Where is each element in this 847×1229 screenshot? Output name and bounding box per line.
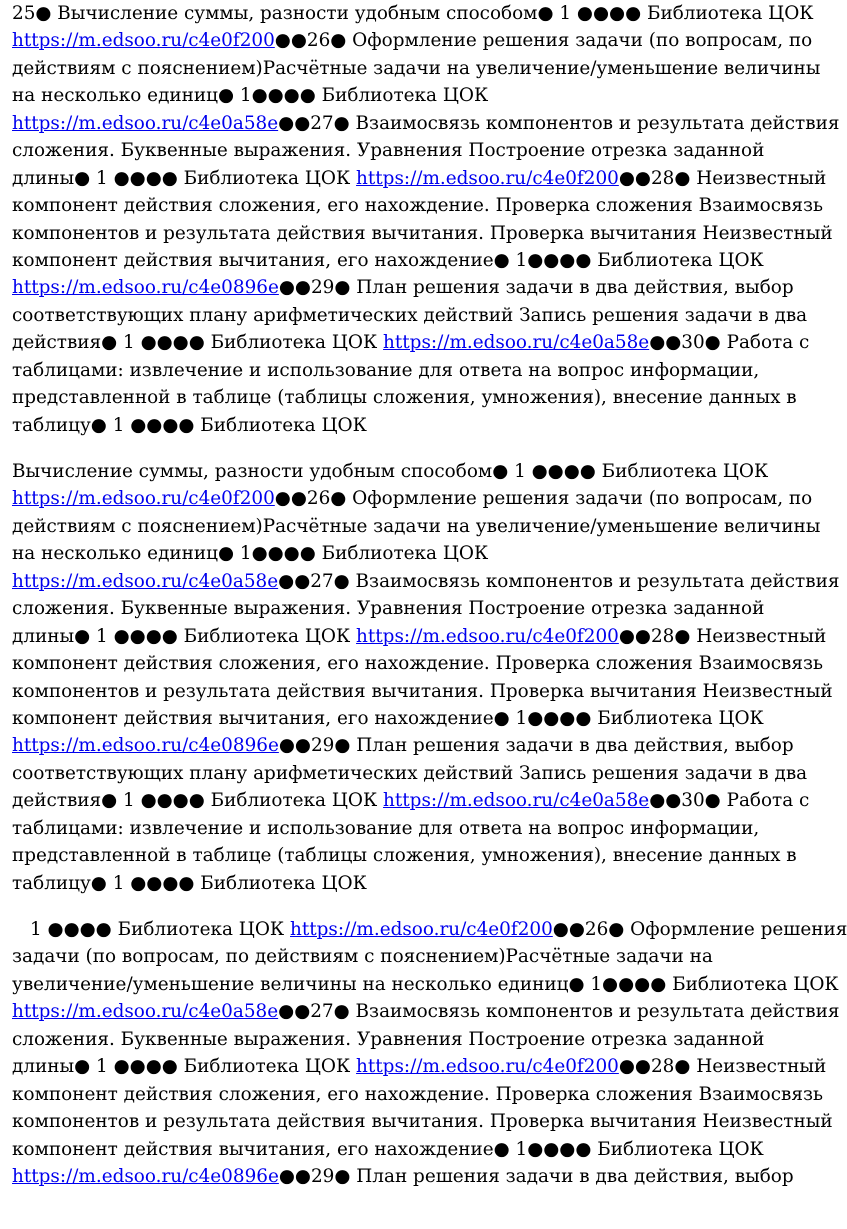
- library-link[interactable]: https://m.edsoo.ru/c4e0f200: [356, 1056, 619, 1078]
- line-text: длины● 1 ●●●● Библиотека ЦОК: [12, 1056, 357, 1078]
- line-text: ●●29● План решения задачи в два действия, выбор: [278, 1165, 794, 1187]
- text-line: компонент действия сложения, его нахождение. Проверка сложения Взаимосвязь: [12, 1083, 824, 1105]
- text-line: [12, 623, 827, 650]
- text-line: представленной в таблице (таблицы сложения, умножения), внесение данных в: [12, 845, 797, 867]
- text-line: [12, 110, 840, 137]
- text-line: таблицу● 1 ●●●● Библиотека ЦОК: [12, 414, 367, 436]
- text-line: таблицами: извлечение и использование для ответа на вопрос информации,: [12, 359, 760, 381]
- line-text: ●●27● Взаимосвязь компонентов и результата действия: [278, 570, 840, 592]
- paragraph-gap: [12, 439, 808, 458]
- line-text: длины● 1 ●●●● Библиотека ЦОК: [12, 167, 357, 189]
- text-line: [12, 732, 808, 759]
- line-text: ●●28● Неизвестный: [618, 167, 827, 189]
- text-line: представленной в таблице (таблицы сложения, умножения), внесение данных в: [12, 387, 797, 409]
- text-line: действиям с пояснением)Расчётные задачи на увеличение/уменьшение величины: [12, 57, 821, 79]
- text-line: компонент действия вычитания, его нахождение● 1●●●● Библиотека ЦОК: [12, 707, 764, 729]
- text-line: [12, 1053, 827, 1080]
- text-line: компонент действия сложения, его нахождение. Проверка сложения Взаимосвязь: [12, 195, 824, 217]
- line-text: действия● 1 ●●●● Библиотека ЦОК: [12, 790, 384, 812]
- text-line: 25● Вычисление суммы, разности удобным способом● 1 ●●●● Библиотека ЦОК: [12, 3, 814, 24]
- text-line: компонентов и результата действия вычитания. Проверка вычитания Неизвестный: [12, 222, 833, 244]
- text-line: таблицами: извлечение и использование для ответа на вопрос информации,: [12, 817, 760, 839]
- text-line: компонентов и результата действия вычитания. Проверка вычитания Неизвестный: [12, 1111, 833, 1133]
- library-link[interactable]: https://m.edsoo.ru/c4e0a58e: [383, 790, 650, 812]
- text-line: [12, 916, 847, 943]
- text-line: [12, 998, 840, 1025]
- library-link[interactable]: https://m.edsoo.ru/c4e0896e: [12, 277, 279, 299]
- text-line: компонент действия сложения, его нахождение. Проверка сложения Взаимосвязь: [12, 653, 824, 675]
- text-line: таблицу● 1 ●●●● Библиотека ЦОК: [12, 872, 367, 894]
- line-text: ●●30● Работа с: [649, 332, 810, 354]
- text-line: сложения. Буквенные выражения. Уравнения Построение отрезка заданной: [12, 598, 765, 620]
- text-line: Вычисление суммы, разности удобным способом● 1 ●●●● Библиотека ЦОК: [12, 461, 769, 482]
- text-line: [12, 1163, 808, 1190]
- text-line: соответствующих плану арифметических действий Запись решения задачи в два: [12, 762, 808, 784]
- text-line: [12, 568, 840, 595]
- line-text: 1 ●●●● Библиотека ЦОК: [30, 919, 290, 940]
- library-link[interactable]: https://m.edsoo.ru/c4e0a58e: [12, 112, 279, 134]
- line-text: действия● 1 ●●●● Библиотека ЦОК: [12, 332, 384, 354]
- text-line: действиям с пояснением)Расчётные задачи на увеличение/уменьшение величины: [12, 515, 821, 537]
- paragraph: [12, 0, 840, 439]
- library-link[interactable]: https://m.edsoo.ru/c4e0f200: [356, 625, 619, 647]
- library-link[interactable]: https://m.edsoo.ru/c4e0a58e: [12, 570, 279, 592]
- text-line: [12, 274, 808, 301]
- line-text: ●●27● Взаимосвязь компонентов и результата действия: [278, 112, 840, 134]
- line-text: ●●26● Оформление решения задачи (по вопросам, по: [274, 30, 813, 52]
- library-link[interactable]: https://m.edsoo.ru/c4e0a58e: [12, 1001, 279, 1023]
- paragraph-gap: [12, 897, 808, 916]
- text-line: на несколько единиц● 1●●●● Библиотека ЦОК: [12, 85, 489, 107]
- text-line: сложения. Буквенные выражения. Уравнения Построение отрезка заданной: [12, 1028, 765, 1050]
- text-line: на несколько единиц● 1●●●● Библиотека ЦОК: [12, 543, 489, 565]
- line-text: ●●27● Взаимосвязь компонентов и результата действия: [278, 1001, 840, 1023]
- library-link[interactable]: https://m.edsoo.ru/c4e0896e: [12, 1165, 279, 1187]
- text-line: задачи (по вопросам, по действиям с пояснением)Расчётные задачи на: [12, 946, 713, 968]
- line-text: ●●26● Оформление решения: [552, 919, 847, 940]
- paragraph: [12, 916, 847, 1190]
- text-line: [12, 329, 808, 356]
- line-text: ●●28● Неизвестный: [618, 1056, 827, 1078]
- text-line: сложения. Буквенные выражения. Уравнения Построение отрезка заданной: [12, 140, 765, 162]
- library-link[interactable]: https://m.edsoo.ru/c4e0f200: [356, 167, 619, 189]
- line-text: ●●28● Неизвестный: [618, 625, 827, 647]
- line-text: ●●30● Работа с: [649, 790, 810, 812]
- paragraph: [12, 458, 840, 897]
- text-line: компонентов и результата действия вычитания. Проверка вычитания Неизвестный: [12, 680, 833, 702]
- line-text: ●●29● План решения задачи в два действия, выбор: [278, 277, 794, 299]
- text-line: [12, 485, 813, 512]
- library-link[interactable]: https://m.edsoo.ru/c4e0f200: [12, 488, 275, 510]
- text-line: компонент действия вычитания, его нахождение● 1●●●● Библиотека ЦОК: [12, 249, 764, 271]
- library-link[interactable]: https://m.edsoo.ru/c4e0a58e: [383, 332, 650, 354]
- line-text: ●●29● План решения задачи в два действия, выбор: [278, 735, 794, 757]
- line-text: ●●26● Оформление решения задачи (по вопросам, по: [274, 488, 813, 510]
- library-link[interactable]: https://m.edsoo.ru/c4e0896e: [12, 735, 279, 757]
- text-line: [12, 27, 813, 54]
- library-link[interactable]: https://m.edsoo.ru/c4e0f200: [290, 919, 553, 940]
- text-line: [12, 787, 808, 814]
- line-text: длины● 1 ●●●● Библиотека ЦОК: [12, 625, 357, 647]
- text-line: [12, 165, 827, 192]
- text-line: увеличение/уменьшение величины на несколько единиц● 1●●●● Библиотека ЦОК: [12, 973, 839, 995]
- library-link[interactable]: https://m.edsoo.ru/c4e0f200: [12, 30, 275, 52]
- text-line: компонент действия вычитания, его нахождение● 1●●●● Библиотека ЦОК: [12, 1138, 764, 1160]
- text-line: соответствующих плану арифметических действий Запись решения задачи в два: [12, 304, 808, 326]
